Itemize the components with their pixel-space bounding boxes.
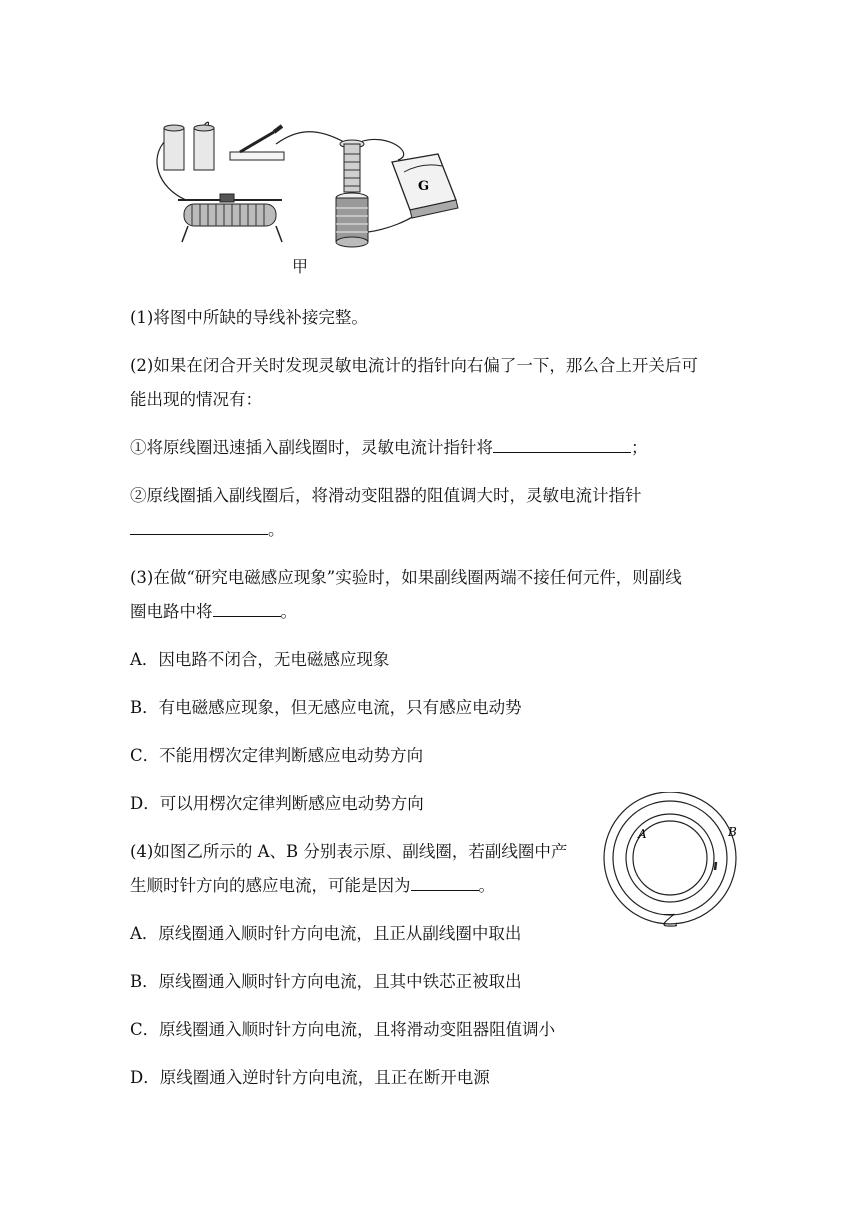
- q4-option-a: A．原线圈通入顺时针方向电流，且正从副线圈中取出: [130, 924, 522, 943]
- secondary-coil-icon: [336, 193, 368, 247]
- question-2-sub-1: [130, 436, 648, 460]
- sub-2-suffix: 。: [268, 520, 285, 539]
- galvanometer-icon: [392, 154, 458, 218]
- answer-blank[interactable]: [411, 874, 479, 891]
- q3-option-b: B．有电磁感应现象，但无感应电流，只有感应电动势: [130, 698, 522, 717]
- q3-option-d: D．可以用楞次定律判断感应电动势方向: [130, 794, 424, 813]
- question-1: (1)将图中所缺的导线补接完整。: [130, 308, 368, 327]
- q4-option-b: B．原线圈通入顺时针方向电流，且其中铁芯正被取出: [130, 972, 522, 991]
- q3-line-2-suffix: 。: [280, 602, 297, 621]
- switch-icon: [230, 126, 284, 160]
- answer-blank[interactable]: [213, 600, 281, 617]
- outer-ring-inner: [613, 801, 727, 915]
- galvanometer-label: G: [418, 179, 430, 194]
- circuit-apparatus-drawing: [148, 118, 468, 250]
- primary-coil-icon: [340, 140, 364, 192]
- question-2-line-1: (2)如果在闭合开关时发现灵敏电流计的指针向右偏了一下，那么合上开关后可: [130, 356, 698, 375]
- answer-blank[interactable]: [130, 518, 268, 535]
- sub-1-text: ①将原线圈迅速插入副线圈时，灵敏电流计指针将: [130, 438, 493, 457]
- question-4-line-2: [130, 874, 495, 898]
- q3-option-a: A．因电路不闭合，无电磁感应现象: [130, 650, 390, 669]
- current-arrow-icon: [715, 862, 716, 870]
- figure-caption-jia: 甲: [292, 257, 309, 276]
- label-b: B: [728, 825, 737, 839]
- sub-1-suffix: ；: [631, 438, 648, 457]
- q3-line-2-text: 圈电路中将: [130, 602, 213, 621]
- q4-option-c: C．原线圈通入顺时针方向电流，且将滑动变阻器阻值调小: [130, 1020, 556, 1039]
- battery-icon: [164, 125, 214, 170]
- rheostat-icon: [178, 194, 282, 242]
- label-a: A: [638, 827, 647, 841]
- q4-line-2-suffix: 。: [478, 876, 495, 895]
- question-4-line-1: (4)如图乙所示的 A、B 分别表示原、副线圈，若副线圈中产: [130, 842, 568, 861]
- outer-ring-outer: [604, 792, 736, 924]
- question-2-sub-2-line-1: ②原线圈插入副线圈后，将滑动变阻器的阻值调大时，灵敏电流计指针: [130, 486, 642, 505]
- answer-blank[interactable]: [493, 436, 631, 453]
- question-2-line-2: 能出现的情况有：: [130, 390, 262, 409]
- q4-option-d: D．原线圈通入逆时针方向电流，且正在断开电源: [130, 1068, 490, 1087]
- question-2-sub-2-line-2: [130, 518, 285, 542]
- q4-line-2-text: 生顺时针方向的感应电流，可能是因为: [130, 876, 411, 895]
- figure-jia: [148, 118, 468, 278]
- question-3-line-2: [130, 600, 297, 624]
- q3-option-c: C．不能用楞次定律判断感应电动势方向: [130, 746, 424, 765]
- question-3-line-1: (3)在做“研究电磁感应现象”实验时，如果副线圈两端不接任何元件，则副线: [130, 568, 682, 587]
- figure-caption-yi: 乙: [662, 911, 679, 930]
